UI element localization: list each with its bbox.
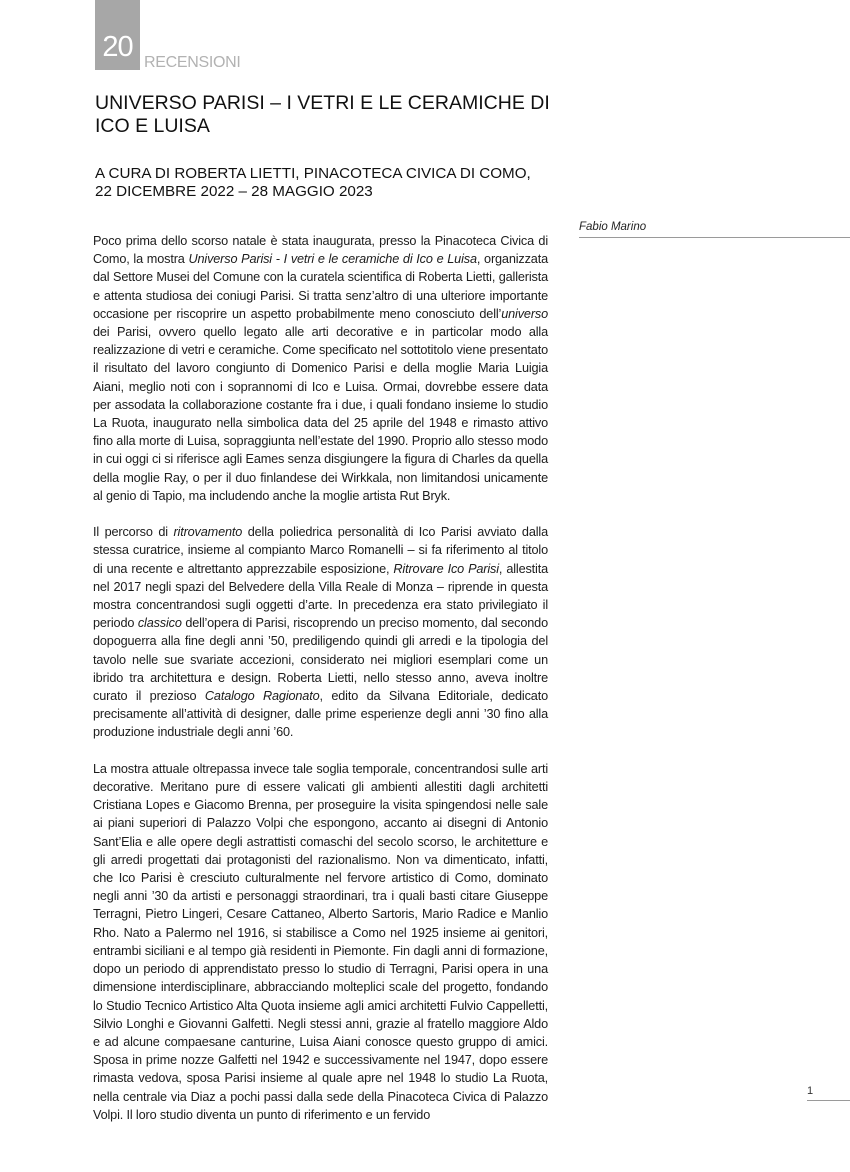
text-run: , organizzata dal Settore Musei del Comune con la curatela scientifica di Roberta Lietti, gallerista e attenta studiosa dei coniugi Parisi. Si tratta senz’altro di una ulteriore importante occasione per riscoprire un aspetto probabilmente meno conosciuto dell’ [93,252,548,321]
text-run: , allestita nel 2017 negli spazi del Belvedere della Villa Reale di Monza – riprende in questa mostra concentrandosi sugli oggetti d’arte. In precedenza era stato privilegiato il periodo [93,561,548,631]
section-label: RECENSIONI [144,54,241,71]
italic-text: ritrovamento [173,525,243,540]
article-title: UNIVERSO PARISI – I VETRI E LE CERAMICHE DI ICO E LUISA [95,92,550,137]
page-number-box [95,0,140,70]
body-paragraph [93,760,548,1124]
article-body [93,232,548,1142]
text-run: Il percorso di [93,525,174,540]
text-run: , edito da Silvana Editoriale, dedicato precisamente all’attività di designer, dalle prime esperienze degli anni ’30 fino alla produzione industriale degli anni ’60. [93,689,548,740]
folio-number: 1 [807,1085,850,1101]
text-run: dei Parisi, ovvero quello legato alle arti decorative e in particolar modo alla realizzazione di vetri e ceramiche. Come specificato nel sottotitolo viene presentato il risultato del lavoro congiunto di Domenico Parisi e della moglie Maria Luigia Aiani, meglio noti con i soprannomi di Ico e Luisa. Ormai, dovrebbe essere data per assodata la collaborazione costante fra i due, i quali fondano insieme lo studio La Ruota, inaugurato nella simbolica data del 25 aprile del 1948 e rimasto attivo fino alla morte di Luisa, sopraggiunta nell’estate del 1990. Proprio allo stesso modo in cui oggi ci si riferisce agli Eames senza disgiungere la figura di Charles da quella della moglie Ray, o per il duo finlandese dei Wirkkala, non limitandosi unicamente al genio di Tapio, ma includendo anche la moglie artista Rut Bryk. [93,325,548,503]
author-name: Fabio Marino [579,221,850,238]
text-run: Poco prima dello scorso natale è stata inaugurata, presso la Pinacoteca Civica di Como, la mostra [93,234,548,267]
subtitle-line: A CURA DI ROBERTA LIETTI, PINACOTECA CIVICA DI COMO, [95,165,531,182]
italic-text: universo [501,306,548,321]
subtitle-line: 22 DICEMBRE 2022 – 28 MAGGIO 2023 [95,183,373,200]
text-run: La mostra attuale oltrepassa invece tale soglia temporale, concentrandosi sulle arti decorative. Meritano pure di essere valicati gli ambienti allestiti dagli architetti Cristiana Lopes e Giacomo Brenna, per proseguire la visita spingendosi nelle sale ai piani superiori di Palazzo Volpi che espongono, accanto ai disegni di Antonio Sant’Elia e alle opere degli astrattisti comaschi del secolo scorso, le architetture e gli arredi progettati dai protagonisti del razionalismo. Non va dimenticato, infatti, che Ico Parisi è cresciuto culturalmente nel fervore artistico di Como, dominato negli anni ’30 da artisti e personaggi straordinari, tra i quali basti citare Giuseppe Terragni, Pietro Lingeri, Cesare Cattaneo, Alberto Sartoris, Mario Radice e Manlio Rho. Nato a Palermo nel 1916, si stabilisce a Como nel 1925 insieme ai genitori, entrambi siciliani e al tempo già residenti in Piemonte. Fin dagli anni di formazione, dopo un periodo di apprendistato presso lo studio di Terragni, Parisi opera in una dimensione interdisciplinare, abbracciando molteplici scale del progetto, fondando lo Studio Tecnico Artistico Alta Quota insieme agli amici architetti Fulvio Cappelletti, Silvio Longhi e Giovanni Galfetti. Negli stessi anni, grazie al fratello maggiore Aldo e ad alcune compaesane canturine, Luisa Aiani conosce questo gruppo di amici. Sposa in prime nozze Galfetti nel 1942 e successivamente nel 1947, dopo essere rimasta vedova, sposa Parisi insieme al quale apre nel 1948 lo studio La Ruota, nella centrale via Diaz a pochi passi dalla sede della Pinacoteca Civica di Palazzo Volpi. Il loro studio diventa un punto di riferimento e un fervido [93,761,548,1122]
text-run: dell’opera di Parisi, riscoprendo un preciso momento, dal secondo dopoguerra alla fine degli anni ’50, prediligendo quindi gli arredi e la tipologia del tavolo nelle sue svariate accezioni, considerato nei migliori esemplari come un ibrido tra architettura e design. Roberta Lietti, nello stesso anno, aveva inoltre curato il prezioso [93,616,548,704]
italic-text: Ritrovare Ico Parisi [393,561,499,576]
body-paragraph [93,523,548,741]
italic-text: Catalogo Ragionato [204,689,320,704]
italic-text: classico [137,616,182,631]
page-number: 20 [102,31,133,63]
text-run: della poliedrica personalità di Ico Parisi avviato dalla stessa curatrice, insieme al compianto Marco Romanelli – si fa riferimento al titolo di una recente e altrettanto apprezzabile esposizione, [93,525,548,576]
italic-text: Universo Parisi - I vetri e le ceramiche di Ico e Luisa [188,252,477,267]
article-subtitle [95,165,555,201]
body-paragraph [93,232,548,505]
